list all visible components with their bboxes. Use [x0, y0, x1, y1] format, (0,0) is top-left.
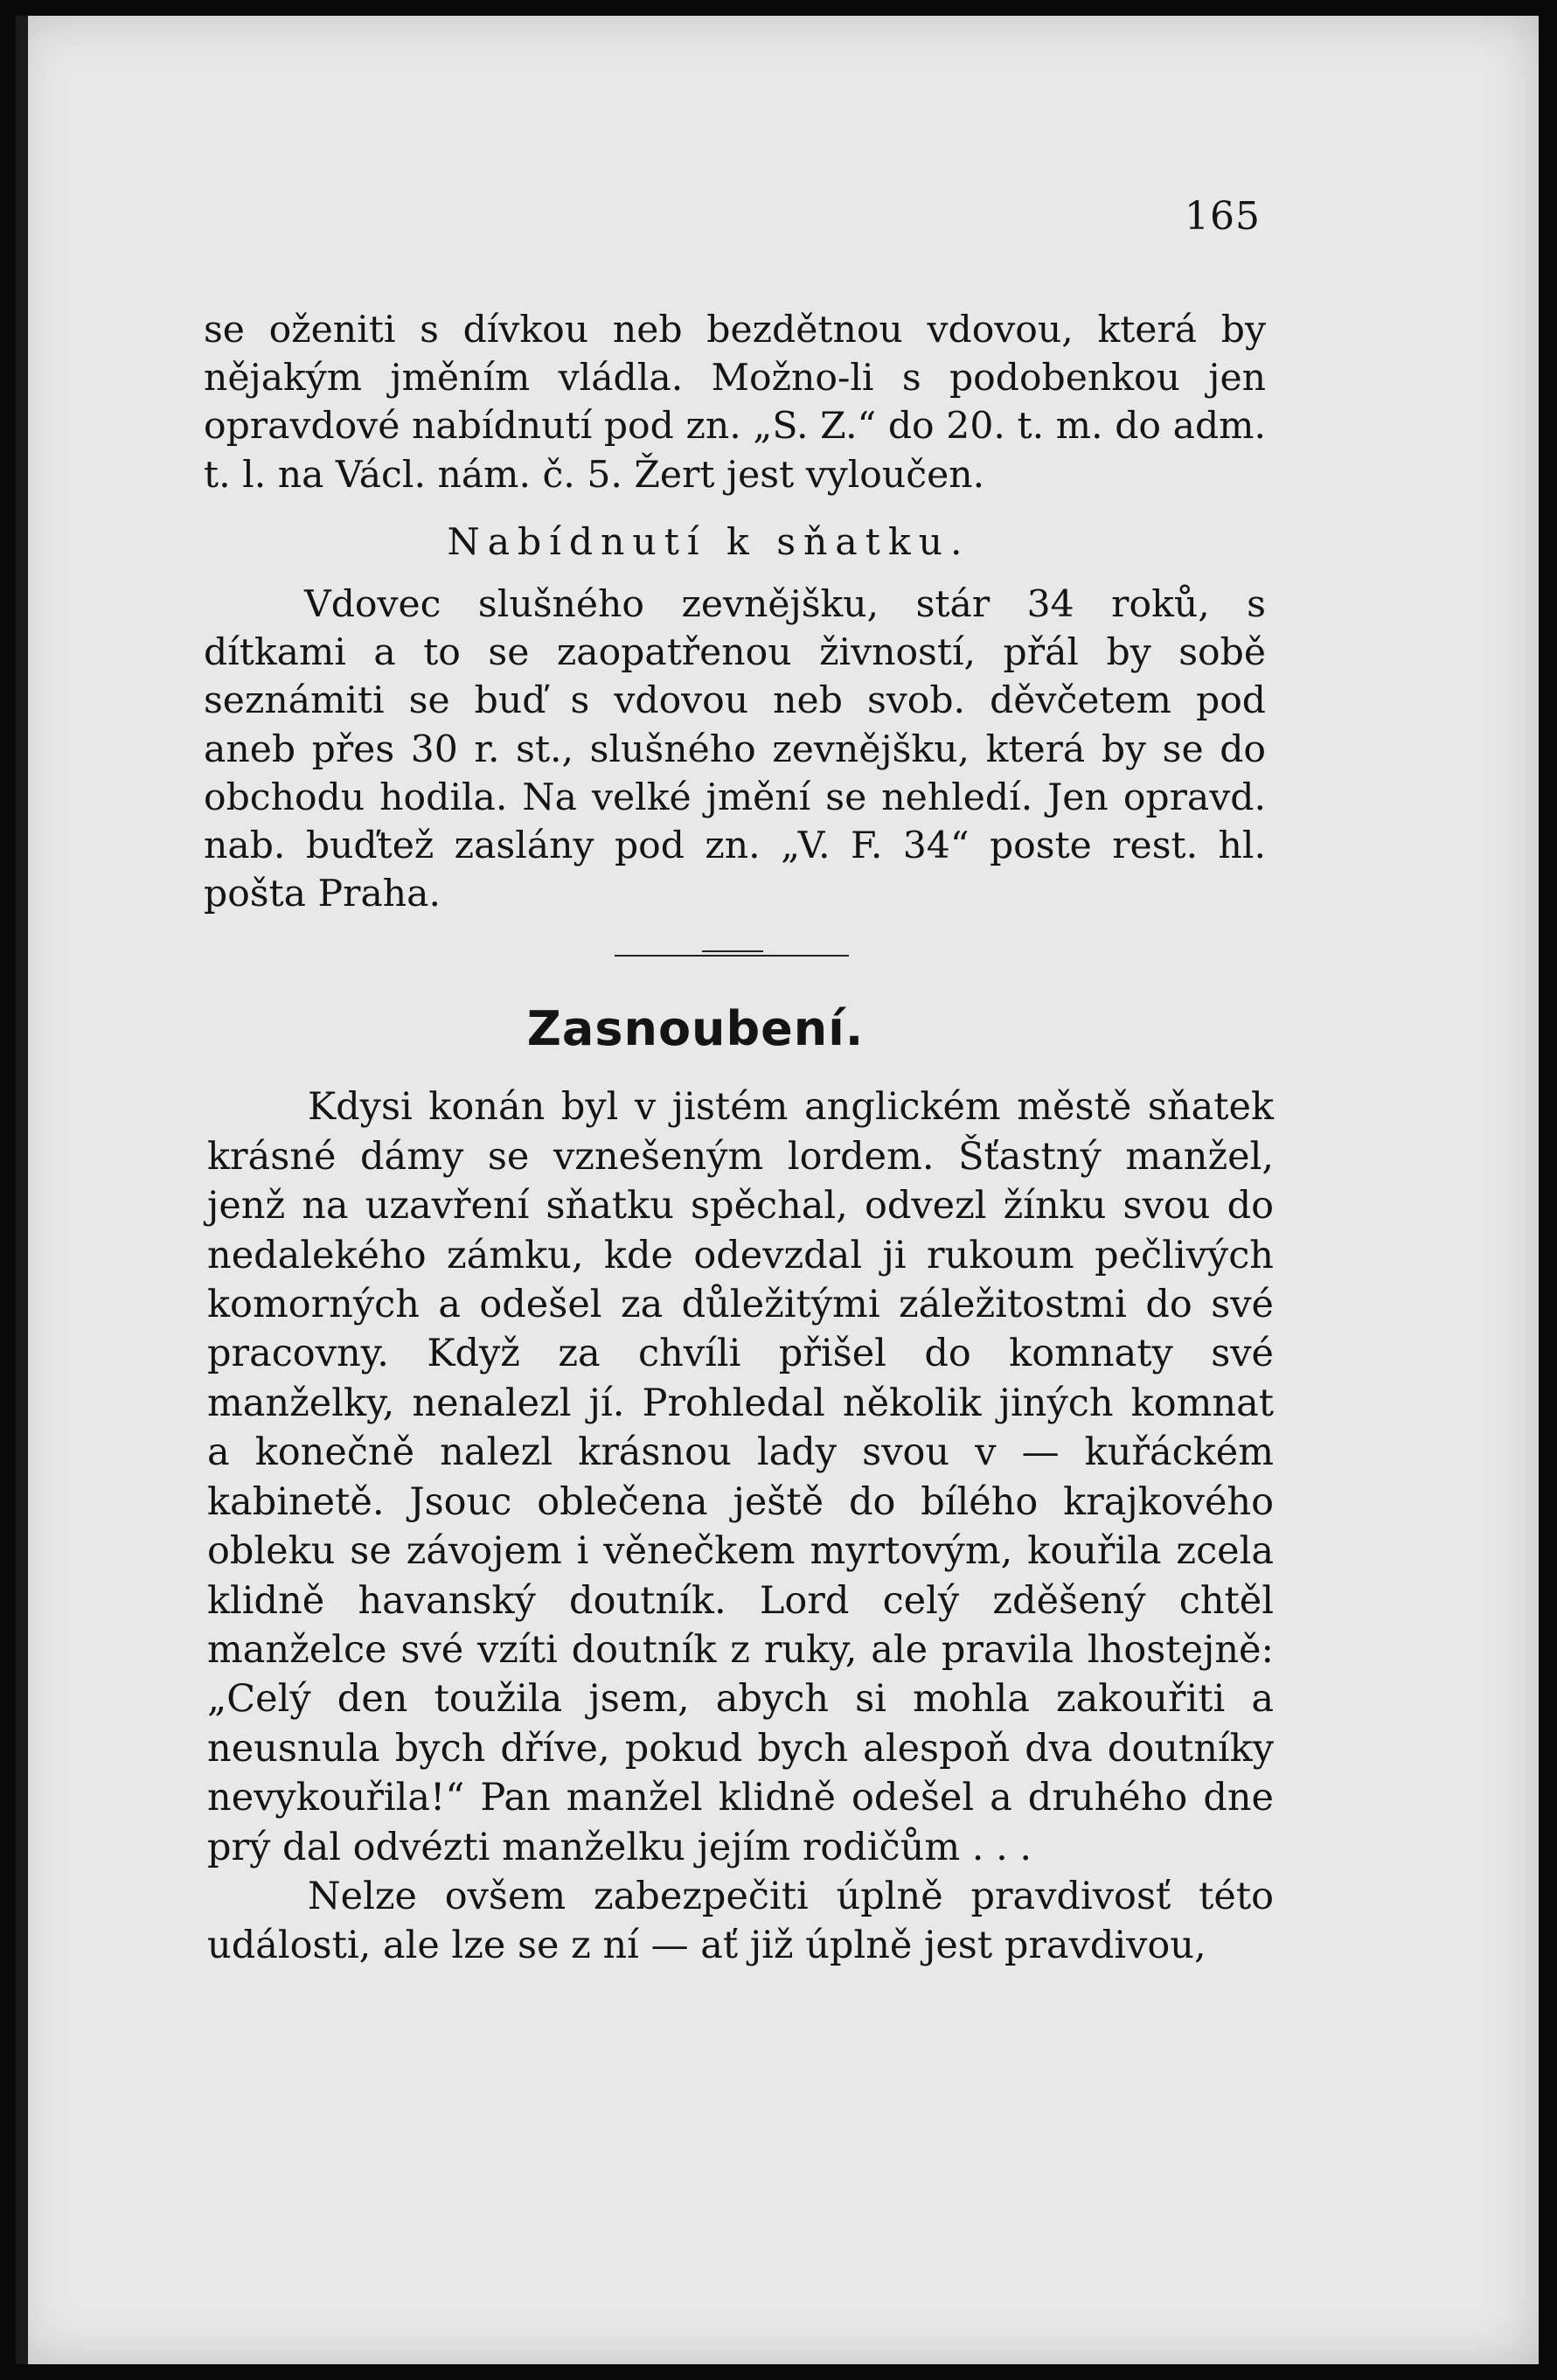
- divider-accent: [702, 950, 763, 952]
- ad-continuation: se oženiti s dívkou neb bezdětnou vdovou, která by nějakým jměním vládla. Možno-li s podobenkou jen opravdové nabídnutí pod zn. „S. Z.“ do 20. t. m. do adm. t. l. na Václ. nám. č. 5. Žert jest vyloučen.: [204, 309, 1266, 497]
- ad-heading: Nabídnutí k sňatku.: [447, 520, 970, 564]
- story-paragraph-2: Nelze ovšem zabezpečiti úplně pravdivosť této události, ale lze se z ní — ať již úplně jest pravdivou,: [207, 1874, 1274, 1968]
- ad-body: Vdovec slušného zevnějšku, stár 34 roků, s dítkami a to se zaopatřenou živností, přál by sobě seznámiti se buď s vdovou neb svob. děvčetem pod aneb přes 30 r. st., slušného zevnějšku, která by se do obchodu hodila. Na velké jmění se nehledí. Jen opravd. nab. buďtež zaslány pod zn. „V. F. 34“ poste rest. hl. pošta Praha.: [204, 583, 1266, 916]
- section-title: Zasnoubení.: [526, 1001, 865, 1057]
- story-paragraph-1: Kdysi konán byl v jistém anglickém městě sňatek krásné dámy se vznešeným lordem. Šťastný manžel, jenž na uzavření sňatku spěchal, odvezl žínku svou do nedalekého zámku, kde odevzdal ji rukoum pečlivých komorných a odešel za důležitými záležitostmi do své pracovny. Když za chvíli přišel do komnaty své manželky, nenalezl jí. Prohledal několik jiných komnat a konečně nalezl krásnou lady svou v — kuřáckém kabinetě. Jsouc oblečena ještě do bílého krajkového obleku se závojem i věnečkem myrtovým, kouřila zcela klidně havanský doutník. Lord celý zděšený chtěl manželce své vzíti doutník z ruky, ale pravila lhostejně: „Celý den toužila jsem, abych si mohla zakouřiti a neusnula bych dříve, pokud bych alespoň dva doutníky nevykouřila!“ Pan manžel klidně odešel a druhého dne prý dal odvézti manželku jejím rodičům . . .: [207, 1085, 1274, 1869]
- page-number: 165: [1185, 194, 1261, 239]
- page-content: [204, 306, 1274, 1971]
- story-body: [207, 1082, 1274, 1970]
- divider-line: [615, 955, 849, 957]
- section-divider: [204, 941, 1266, 972]
- page-binding-edge: [16, 16, 28, 2364]
